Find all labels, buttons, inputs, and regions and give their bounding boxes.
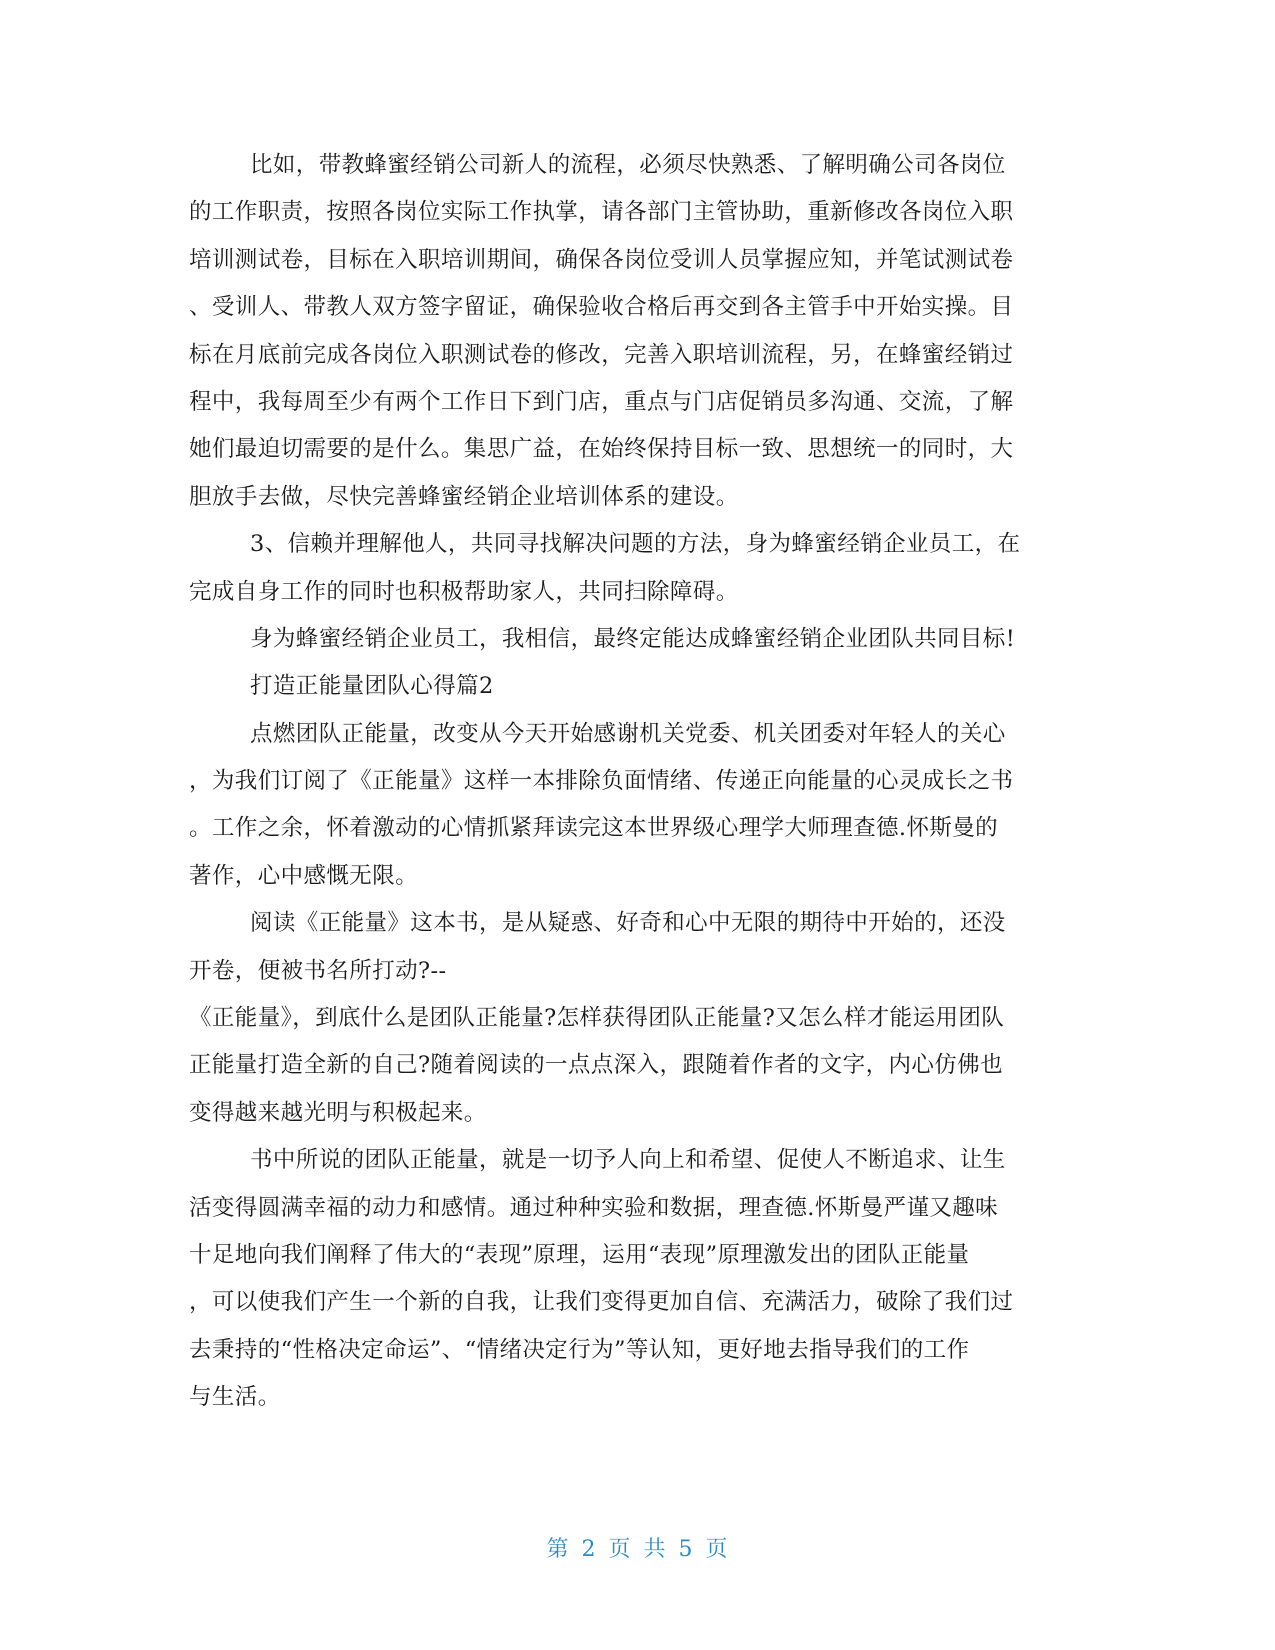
text-line: 去秉持的“性格决定命运”、“情绪决定行为”等认知，更好地去指导我们的工作 (189, 1336, 970, 1363)
text-line: 身为蜂蜜经销企业员工，我相信，最终定能达成蜂蜜经销企业团队共同目标! (250, 625, 1016, 652)
text-line: 她们最迫切需要的是什么。集思广益，在始终保持目标一致、思想统一的同时，大 (189, 436, 1014, 463)
text-line: 程中，我每周至少有两个工作日下到门店，重点与门店促销员多沟通、交流，了解 (189, 388, 1014, 415)
text-line: 与生活。 (189, 1384, 281, 1411)
text-line: 、受训人、带教人双方签字留证，确保验收合格后再交到各主管手中开始实操。目 (189, 294, 1014, 321)
footer-word: 页 (608, 1537, 632, 1562)
text-line: 完成自身工作的同时也积极帮助家人，共同扫除障碍。 (189, 578, 739, 605)
text-line: 书中所说的团队正能量，就是一切予人向上和希望、促使人不断追求、让生 (250, 1147, 1006, 1174)
text-line: 变得越来越光明与积极起来。 (189, 1099, 487, 1126)
text-line: 开卷，便被书名所打动?-- (189, 957, 447, 984)
body-text (189, 142, 1087, 1422)
footer-word: 第 (546, 1537, 570, 1562)
text-line: 活变得圆满幸福的动力和感情。通过种种实验和数据，理查德.怀斯曼严谨又趣味 (189, 1194, 999, 1221)
text-line: ，可以使我们产生一个新的自我，让我们变得更加自信、充满活力，破除了我们过 (189, 1289, 1014, 1316)
text-line: 《正能量》，到底什么是团队正能量?怎样获得团队正能量?又怎么样才能运用团队 (189, 1005, 1005, 1032)
footer-word: 页 (705, 1537, 729, 1562)
current-page-number: 2 (581, 1537, 597, 1562)
text-line: ，为我们订阅了《正能量》这样一本排除负面情绪、传递正向能量的心灵成长之书 (189, 768, 1014, 795)
text-line: 著作，心中感慨无限。 (189, 862, 419, 889)
text-line: 3、信赖并理解他人，共同寻找解决问题的方法，身为蜂蜜经销企业员工，在 (250, 531, 1021, 558)
text-line: 正能量打造全新的自己?随着阅读的一点点深入，跟随着作者的文字，内心仿佛也 (189, 1052, 1003, 1079)
text-line: 比如，带教蜂蜜经销公司新人的流程，必须尽快熟悉、了解明确公司各岗位 (250, 152, 1006, 178)
text-line: 阅读《正能量》这本书，是从疑惑、好奇和心中无限的期待中开始的，还没 (250, 910, 1006, 937)
text-line: 胆放手去做，尽快完善蜂蜜经销企业培训体系的建设。 (189, 483, 739, 510)
text-line: 的工作职责，按照各岗位实际工作执掌，请各部门主管协助，重新修改各岗位入职 (189, 199, 1014, 226)
page-number-footer (0, 1532, 1275, 1563)
text-line: 标在月底前完成各岗位入职测试卷的修改，完善入职培训流程，另，在蜂蜜经销过 (189, 341, 1014, 368)
text-line: 十足地向我们阐释了伟大的“表现”原理，运用“表现”原理激发出的团队正能量 (189, 1241, 970, 1268)
section-heading: 打造正能量团队心得篇2 (250, 673, 494, 700)
footer-word: 共 (643, 1537, 667, 1562)
text-line: 点燃团队正能量，改变从今天开始感谢机关党委、机关团委对年轻人的关心 (250, 720, 1006, 747)
text-line: 。工作之余，怀着激动的心情抓紧拜读完这本世界级心理学大师理查德.怀斯曼的 (189, 815, 999, 842)
text-line: 培训测试卷，目标在入职培训期间，确保各岗位受训人员掌握应知，并笔试测试卷 (189, 246, 1014, 273)
total-page-count: 5 (678, 1537, 694, 1562)
